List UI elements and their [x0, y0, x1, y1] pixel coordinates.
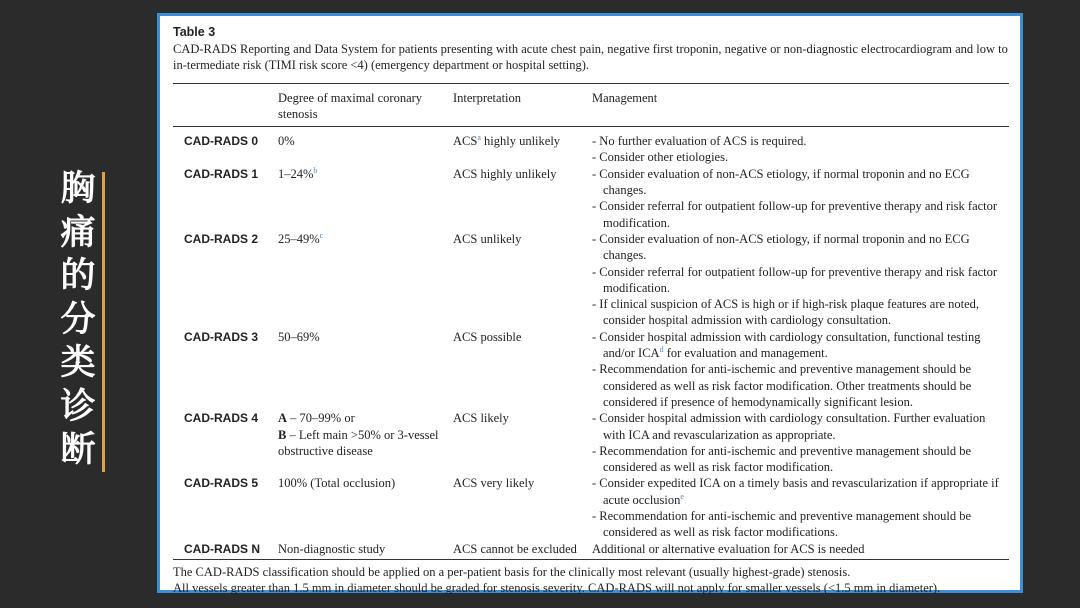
interpretation-text: highly unlikely [480, 134, 561, 149]
stenosis-cell: 0% [278, 134, 295, 149]
option-label: B [278, 427, 287, 442]
stenosis-option-b [278, 427, 453, 460]
management-item: - Consider hospital admission with cardiology consultation. Further evaluation with ICA and revascularization as appropriate. [592, 411, 986, 442]
management-item: - Consider evaluation of non-ACS etiology, if normal troponin and no ECG changes. [592, 231, 970, 263]
stenosis-text: 25–49% [278, 231, 320, 246]
stenosis-option-a [278, 410, 453, 426]
table-row [173, 410, 1009, 475]
header-stenosis: Degree of maximal coronary stenosis [278, 83, 453, 127]
interpretation-cell: ACS unlikely [453, 231, 522, 246]
table-row [173, 127, 1009, 166]
footnote-marker: d [659, 344, 664, 354]
interpretation-cell: ACS cannot be excluded [453, 541, 592, 560]
footnote: The CAD-RADS classification should be applied on a per-patient basis for the clinically most relevant (usually highest-grade) stenosis. [173, 564, 851, 579]
stenosis-cell [278, 166, 453, 231]
header-interpretation: Interpretation [453, 83, 592, 127]
stenosis-text: 1–24% [278, 166, 314, 181]
stenosis-text: – 70–99% or [287, 411, 355, 426]
stenosis-cell: 50–69% [278, 329, 320, 344]
management-text: - Consider expedited ICA on a timely basis and revascularization if appropriate if acute occlusion [592, 476, 999, 507]
table-panel [157, 13, 1023, 596]
side-title: 胸痛的分类诊断 [60, 169, 96, 470]
management-item: - No further evaluation of ACS is required. [592, 134, 807, 149]
management-cell [592, 475, 1009, 540]
table-footnotes [173, 564, 1009, 597]
table-row [173, 231, 1009, 329]
option-label: A [278, 411, 288, 426]
management-text: for evaluation and management. [663, 346, 828, 361]
management-item [592, 475, 1009, 508]
footnote-marker: a [477, 133, 481, 143]
interpretation-cell: ACS possible [453, 329, 522, 344]
management-item: - Recommendation for anti-ischemic and preventive management should be considered as well as risk factor modification. Other treatments should be considered if presence of hemodynamically significant lesion. [592, 362, 972, 409]
management-item: - Recommendation for anti-ischemic and preventive management should be considered as well as risk factor modifications. [592, 509, 972, 540]
cad-rads-table [173, 83, 1009, 560]
management-item: - Consider evaluation of non-ACS etiology, if normal troponin and no ECG changes. [592, 166, 970, 198]
footnote-marker: b [313, 165, 318, 175]
interpretation-cell: ACS very likely [453, 476, 535, 491]
header-row [173, 83, 1009, 127]
table-row [173, 541, 1009, 560]
stenosis-cell [278, 231, 453, 329]
management-item [592, 329, 1009, 362]
table-row [173, 475, 1009, 540]
table-caption: CAD-RADS Reporting and Data System for patients presenting with acute chest pain, negative first troponin, negative or non-diagnostic electrocardiogram and low to in-termediate risk (TIMI risk score <4) (emergency department or hospital setting). [173, 42, 1008, 73]
management-cell [592, 410, 1009, 475]
management-item: - Consider referral for outpatient follow-up for preventive therapy and risk factor modification. [592, 199, 998, 230]
category-cell: CAD-RADS 1 [184, 166, 259, 181]
category-cell: CAD-RADS 5 [184, 476, 259, 491]
interpretation-cell: ACS highly unlikely [453, 166, 557, 181]
management-item: - Consider referral for outpatient follow-up for preventive therapy and risk factor modification. [592, 264, 998, 295]
header-management: Management [592, 83, 1009, 127]
management-cell [592, 329, 1009, 410]
management-item: Additional or alternative evaluation for ACS is needed [592, 541, 865, 556]
stenosis-cell: 100% (Total occlusion) [278, 476, 396, 491]
table-label: Table 3 [173, 25, 216, 39]
footnote-marker: c [319, 230, 324, 240]
table-row [173, 166, 1009, 231]
category-cell: CAD-RADS 0 [184, 134, 259, 149]
table-row [173, 329, 1009, 410]
category-cell: CAD-RADS 4 [184, 411, 259, 426]
category-cell: CAD-RADS 2 [184, 231, 259, 246]
management-cell [592, 166, 1009, 231]
category-cell: CAD-RADS N [173, 541, 278, 560]
management-cell [592, 541, 1009, 560]
management-cell [592, 231, 1009, 329]
interpretation-cell [453, 127, 592, 166]
interpretation-text: ACS [453, 134, 478, 149]
management-item: - Recommendation for anti-ischemic and preventive management should be considered as well as risk factor modification. [592, 443, 972, 475]
management-item: - If clinical suspicion of ACS is high or if high-risk plaque features are noted, consider hospital admission with cardiology consultation. [592, 297, 980, 328]
stenosis-cell [278, 410, 453, 475]
management-cell [592, 127, 1009, 166]
accent-bar [102, 172, 105, 472]
management-item: - Consider other etiologies. [592, 150, 729, 165]
stenosis-text: – Left main >50% or 3-vessel obstructive disease [278, 427, 439, 458]
management-text: - Consider hospital admission with cardiology consultation, functional testing and/or ICA [592, 329, 981, 361]
header-category [173, 83, 278, 127]
footnote-marker: e [680, 491, 684, 501]
footnote: All vessels greater than 1.5 mm in diameter should be graded for stenosis severity. CAD-RADS will not apply for smaller vessels (<1.5 mm in diameter). [173, 581, 941, 596]
stenosis-cell: Non-diagnostic study [278, 541, 453, 560]
category-cell: CAD-RADS 3 [184, 329, 259, 344]
interpretation-cell: ACS likely [453, 411, 509, 426]
